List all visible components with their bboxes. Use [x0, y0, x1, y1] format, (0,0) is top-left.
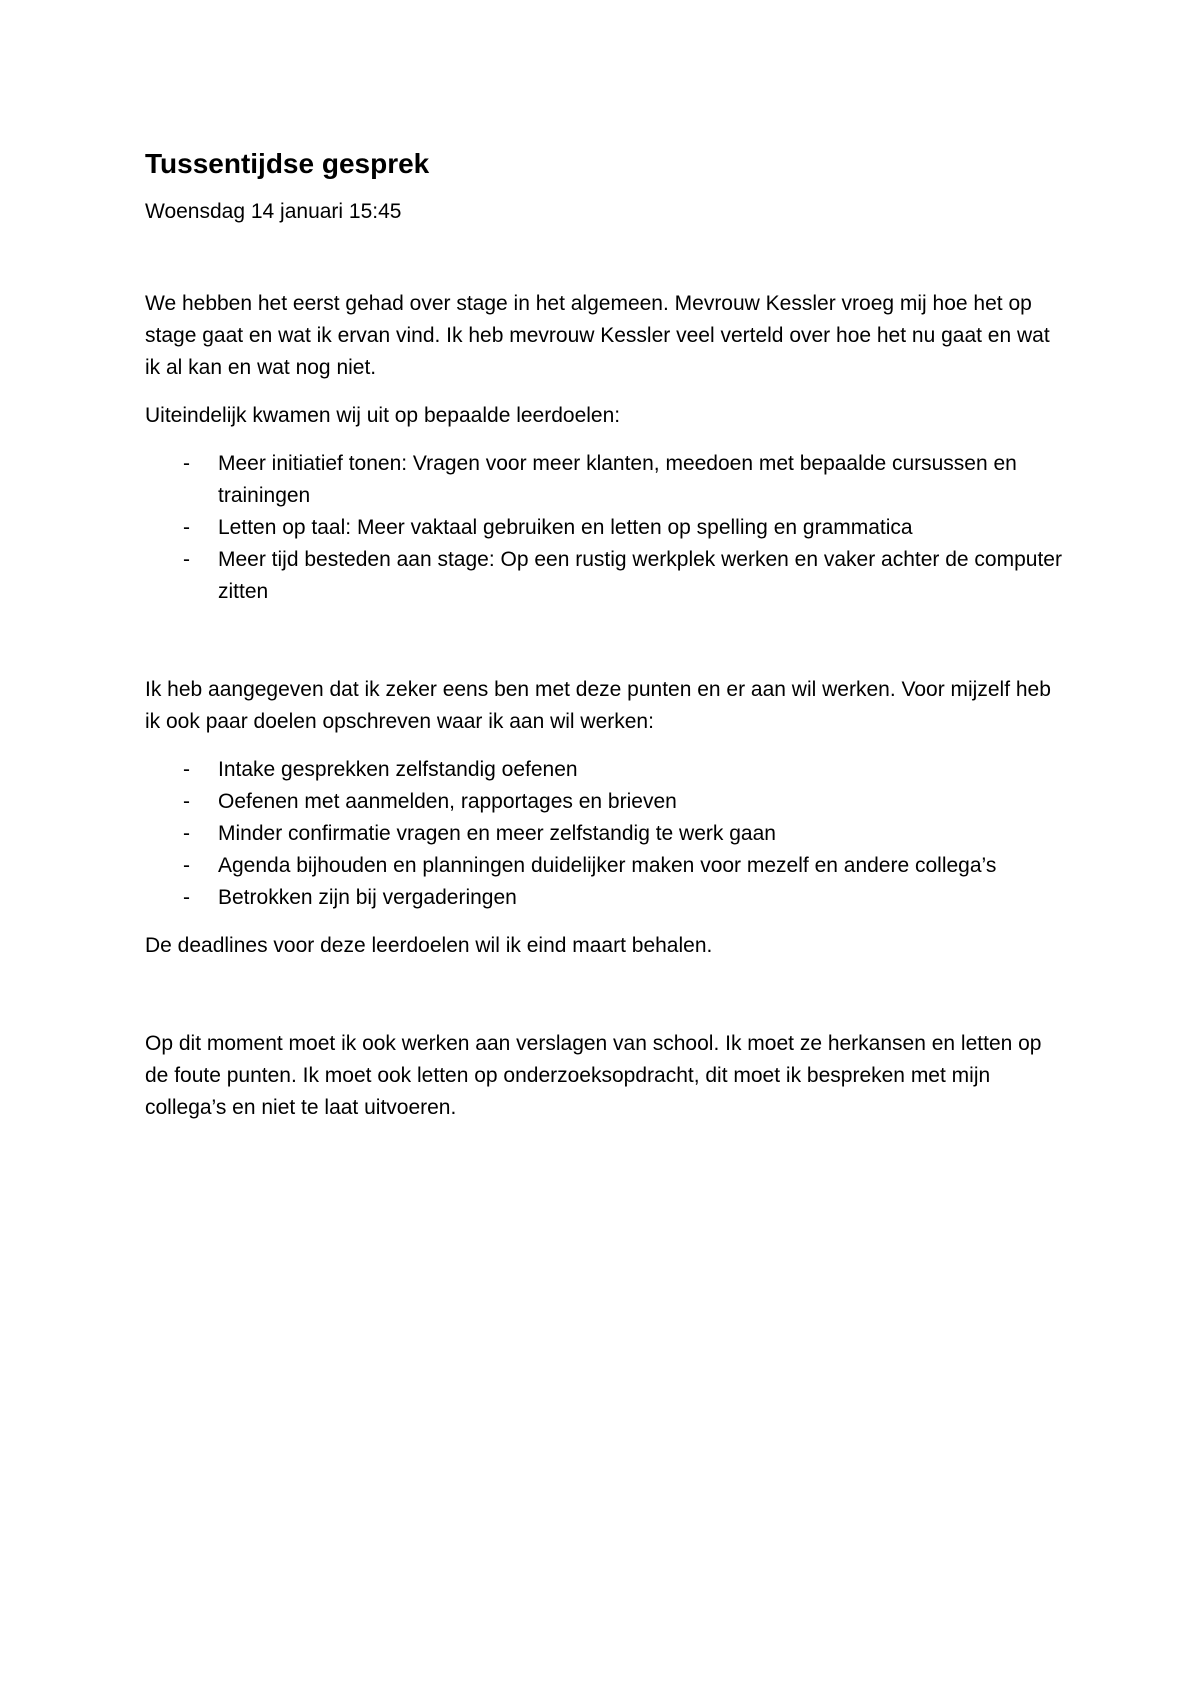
- meeting-date: Woensdag 14 januari 15:45: [145, 200, 402, 223]
- dash-bullet: -: [183, 548, 190, 571]
- dash-bullet: -: [183, 886, 190, 909]
- list-item: [145, 786, 1065, 818]
- personal-goals-intro: Ik heb aangegeven dat ik zeker eens ben met deze punten en er aan wil werken. Voor mijzelf heb ik ook paar doelen opschreven waar ik aan wil werken:: [145, 678, 1051, 733]
- dash-bullet: -: [183, 758, 190, 781]
- list-item-text: Letten op taal: Meer vaktaal gebruiken en letten op spelling en grammatica: [218, 516, 913, 539]
- list-item-text: Meer tijd besteden aan stage: Op een rustig werkplek werken en vaker achter de computer zitten: [218, 548, 1062, 603]
- list-item: [145, 512, 1065, 544]
- intro-paragraph: We hebben het eerst gehad over stage in het algemeen. Mevrouw Kessler vroeg mij hoe het op stage gaat en wat ik ervan vind. Ik heb mevrouw Kessler veel verteld over hoe het nu gaat en wat ik al kan en wat nog niet.: [145, 292, 1050, 379]
- list-item: [145, 850, 1065, 882]
- document-title: Tussentijdse gesprek: [145, 148, 430, 179]
- deadline-paragraph: De deadlines voor deze leerdoelen wil ik eind maart behalen.: [145, 934, 713, 957]
- list-item: [145, 754, 1065, 786]
- list-item: [145, 448, 1065, 512]
- learning-goals-intro: Uiteindelijk kwamen wij uit op bepaalde leerdoelen:: [145, 404, 621, 427]
- dash-bullet: -: [183, 854, 190, 877]
- dash-bullet: -: [183, 790, 190, 813]
- list-item-text: Minder confirmatie vragen en meer zelfstandig te werk gaan: [218, 822, 776, 845]
- list-item: [145, 544, 1065, 608]
- document-content: [145, 146, 1065, 1140]
- list-item: [145, 882, 1065, 914]
- spacer: [145, 978, 1065, 1028]
- learning-goals-list: [145, 448, 1065, 608]
- spacer: [145, 624, 1065, 674]
- dash-bullet: -: [183, 516, 190, 539]
- list-item-text: Intake gesprekken zelfstandig oefenen: [218, 758, 578, 781]
- school-work-paragraph: Op dit moment moet ik ook werken aan verslagen van school. Ik moet ze herkansen en letten op de foute punten. Ik moet ook letten op onderzoeksopdracht, dit moet ik bespreken met mijn collega’s en niet te laat uitvoeren.: [145, 1032, 1042, 1119]
- list-item-text: Oefenen met aanmelden, rapportages en brieven: [218, 790, 677, 813]
- list-item: [145, 818, 1065, 850]
- list-item-text: Meer initiatief tonen: Vragen voor meer klanten, meedoen met bepaalde cursussen en trainingen: [218, 452, 1017, 507]
- list-item-text: Agenda bijhouden en planningen duidelijker maken voor mezelf en andere collega’s: [218, 854, 997, 877]
- dash-bullet: -: [183, 822, 190, 845]
- personal-goals-list: [145, 754, 1065, 914]
- dash-bullet: -: [183, 452, 190, 475]
- list-item-text: Betrokken zijn bij vergaderingen: [218, 886, 517, 909]
